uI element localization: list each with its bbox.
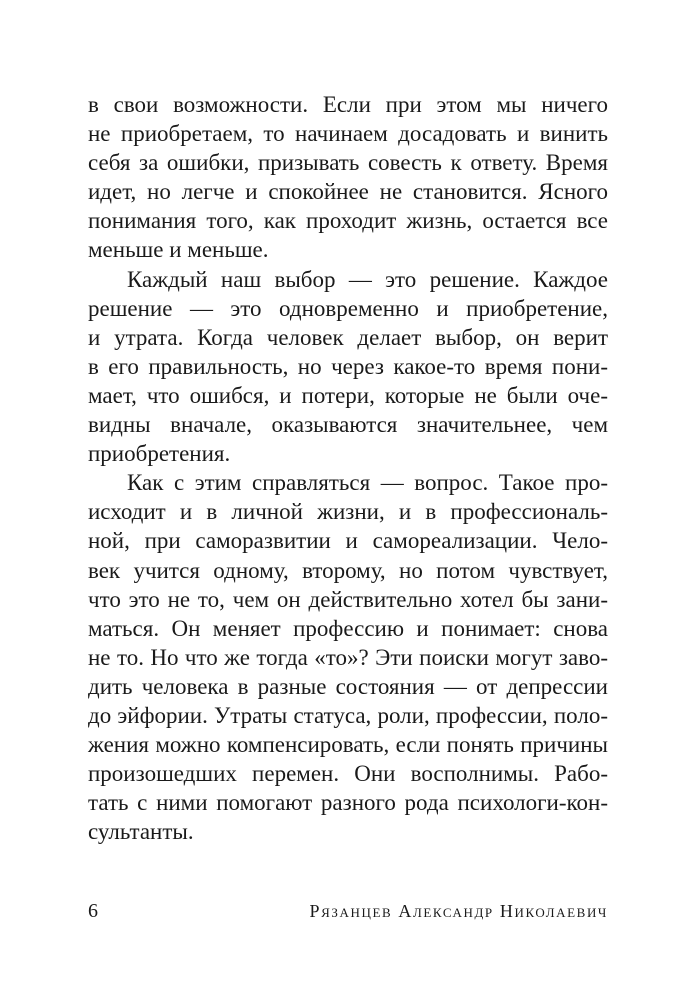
text-line: не приобретаем, то начинаем досадовать и винить: [88, 121, 608, 147]
text-line: жения можно компенсировать, если понять причины: [88, 732, 608, 758]
text-line: в свои возможности. Если при этом мы ничего: [88, 92, 608, 117]
text-line: понимания того, как проходит жизнь, остается все: [88, 208, 608, 234]
text-line: приобретения.: [88, 441, 231, 467]
text-line: что это не то, чем он действительно хотел бы зани-: [88, 586, 608, 612]
text-line: тать с ними помогают разного рода психологи-кон-: [88, 790, 608, 816]
running-footer-author: Рязанцев Александр Николаевич: [309, 901, 608, 921]
text-line: меньше и меньше.: [88, 237, 269, 263]
body-text: [88, 90, 608, 846]
text-line-paragraph-start: Как с этим справляться — вопрос. Такое про-: [127, 470, 608, 496]
text-line: и утрата. Когда человек делает выбор, он верит: [88, 324, 608, 350]
text-line: произошедших перемен. Они восполнимы. Рабо-: [88, 761, 608, 787]
text-line: до эйфории. Утраты статуса, роли, профессии, поло-: [88, 702, 608, 728]
text-line: видны вначале, оказываются значительнее, чем: [88, 412, 608, 438]
text-line-paragraph-start: Каждый наш выбор — это решение. Каждое: [127, 266, 608, 292]
text-line: мает, что ошибся, и потери, которые не были оче-: [88, 382, 608, 408]
text-line: в его правильность, но через какое-то время пони-: [88, 353, 608, 379]
text-line: решение — это одновременно и приобретение,: [88, 295, 608, 321]
text-line: ной, при саморазвитии и самореализации. Чело-: [88, 528, 608, 554]
text-line: сультанты.: [88, 819, 194, 845]
text-line: маться. Он меняет профессию и понимает: снова: [88, 615, 608, 641]
text-line: век учится одному, второму, но потом чувствует,: [88, 557, 608, 583]
text-line: не то. Но что же тогда «то»? Эти поиски могут заво-: [88, 644, 608, 670]
text-line: себя за ошибки, призывать совесть к ответу. Время: [88, 150, 608, 176]
text-line: идет, но легче и спокойнее не становится. Ясного: [88, 179, 608, 205]
page-number: 6: [88, 900, 98, 922]
text-line: дить человека в разные состояния — от депрессии: [88, 673, 608, 699]
text-line: исходит и в личной жизни, и в профессиональ-: [88, 499, 608, 525]
page-footer: [88, 900, 608, 926]
